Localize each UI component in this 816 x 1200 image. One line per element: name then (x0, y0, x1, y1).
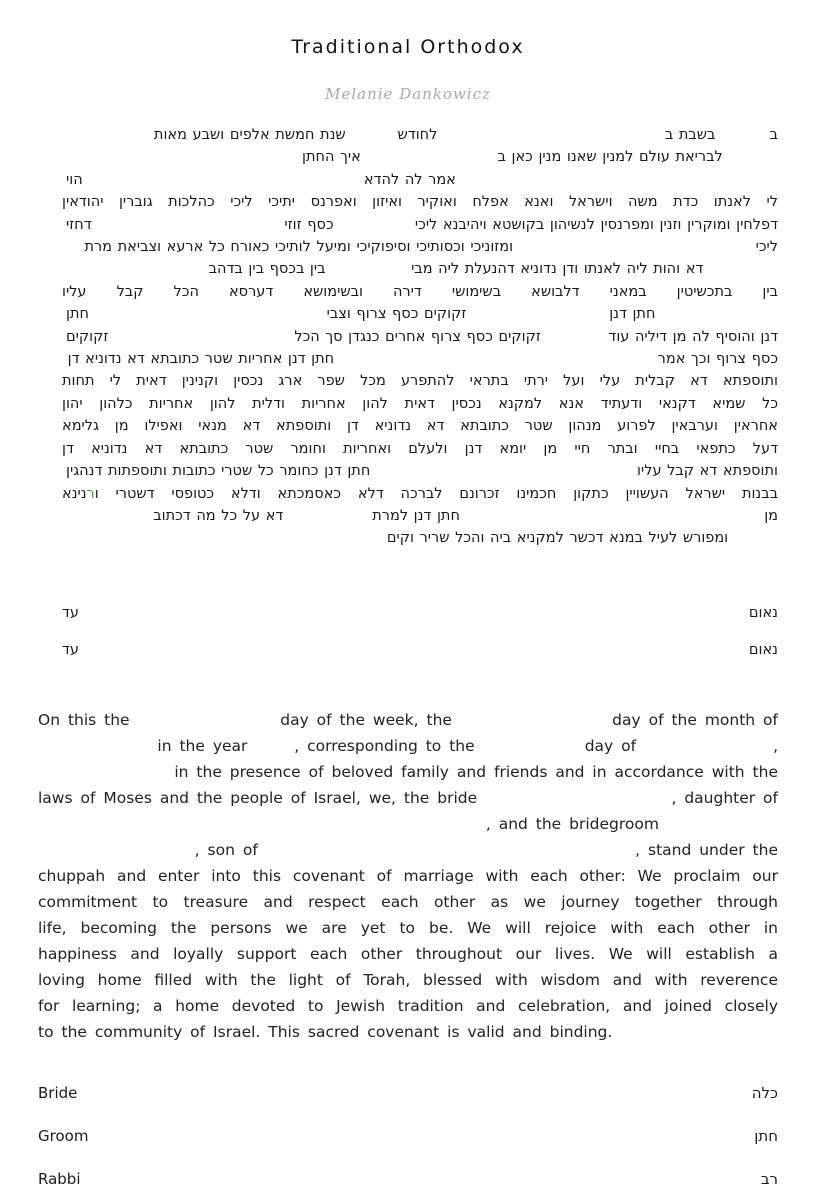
hebrew-ketubah-text (38, 124, 778, 550)
hebrew-text-line: דעל כתפאי בחיי ובתר חיי מן יומא דנן ולעלם ואחריות וחומר שטר כתובתא דא נדוניא דן (62, 440, 778, 457)
english-covenant-text (38, 707, 778, 1045)
hebrew-text-line (62, 326, 778, 348)
rabbi-label-english: Rabbi (38, 1169, 81, 1188)
text-segment: זקוקים כסף צרוף וצבי (326, 306, 467, 323)
text-segment: in the presence of beloved family and friends and in accordance with the (174, 762, 778, 781)
english-text-line (38, 785, 778, 811)
hebrew-text-line (62, 527, 778, 549)
bride-label-hebrew: כלה (751, 1083, 778, 1102)
text-segment: On this the (38, 710, 130, 729)
english-text-line (38, 811, 778, 837)
text-segment: ומזוניכי וכסותיכי וסיפוקיכי ומיעל לותיכי כאורח כל ארעא וצביאת מרת (84, 239, 514, 256)
text-segment: laws of Moses and the people of Israel, we, the bride (38, 788, 478, 807)
text-segment: to the community of Israel. This sacred covenant is valid and binding. (38, 1022, 613, 1041)
signature-row-groom (38, 1126, 778, 1146)
hebrew-text-line (62, 303, 778, 325)
text-segment: דא והות ליה לאנתו ודן נדוניא דהנעלת ליה מבי (411, 261, 704, 278)
english-text-line: loving home filled with the light of Torah, blessed with wisdom and with reverence (38, 970, 778, 989)
hebrew-text-line (62, 483, 778, 505)
hebrew-text-line: לי לאנתו כדת משה וישראל ואנא אפלח ואוקיר ואיזון ואפרנס יתיכי ליכי כהלכות גוברין יהודאין (62, 194, 778, 211)
hebrew-text-line (62, 258, 778, 280)
naum-label: נאום (748, 604, 778, 621)
text-segment: חתן דנן (609, 306, 656, 323)
english-text-line: chuppah and enter into this covenant of marriage with each other: We proclaim our (38, 866, 778, 885)
text-segment: דא על כל מה דכתוב (153, 507, 284, 524)
text-segment: בשבת ב (664, 127, 716, 143)
text-segment: ותוספתא דא קבל עליו (637, 463, 778, 480)
text-segment: מן (764, 507, 778, 524)
text-segment: day of the week, the (280, 710, 452, 729)
text-segment: , son of (194, 840, 258, 859)
text-segment: לבריאת עולם למנין שאנו מנין כאן ב (497, 149, 723, 166)
hebrew-text-line (62, 146, 778, 168)
text-segment: ב (769, 127, 778, 143)
text-segment: , and the bridegroom (485, 814, 659, 833)
text-segment: חתן (66, 306, 89, 323)
text-segment: , stand under the (635, 840, 778, 859)
signature-row-bride (38, 1083, 778, 1103)
groom-label-english: Groom (38, 1126, 89, 1145)
text-segment: כסף צרוף וכך אמר (657, 351, 778, 368)
text-segment: day of (584, 736, 637, 755)
hebrew-text-line (62, 505, 778, 527)
hebrew-text-line: כל שמיא דקנאי ודעתיד אנא למקנא נכסין דאית להון אחריות ודלית להון אחריות כלהון יהון (62, 395, 778, 412)
text-segment: דפלחין ומוקרין וזנין ומפרנסין לנשיהון בקושטא ויהיבנא ליכי (414, 216, 778, 233)
english-text-line (38, 733, 778, 759)
text-segment: חתן דנן כחומר כל שטרי כתובות ותוספתות דנהגין (66, 463, 371, 480)
hebrew-text-line: בין בתכשיטין במאני דלבושא בשימושי דירה ובשימושא דערסא הכל קבל עליו (62, 283, 778, 300)
english-text-line (38, 837, 778, 863)
text-segment: in the year (157, 736, 248, 755)
hebrew-text-line (62, 460, 778, 482)
witness-signature-line (62, 602, 778, 624)
groom-label-hebrew: חתן (754, 1126, 778, 1145)
hebrew-text-line (62, 348, 778, 370)
hebrew-text-line: אחראין וערבאין לפרוע מנהון שטר כתובתא דא נדוניא דן ותוספתא דא מנאי ואפילו מן גלימא (62, 418, 778, 435)
english-text-line: for learning; a home devoted to Jewish tradition and celebration, and joined closely (38, 996, 778, 1015)
witness-section (38, 602, 778, 661)
witness-signature-line (62, 639, 778, 661)
signature-section (38, 1083, 778, 1189)
text-segment: דנן והוסיף לה מן דיליה עוד (608, 328, 778, 345)
text-segment: אמר לה להדא (363, 171, 456, 188)
text-segment: זקוקים כסף צרוף אחרים כנגדן סך הכל (294, 328, 541, 345)
text-segment: , daughter of (671, 788, 778, 807)
english-text-line: life, becoming the persons we are yet to be. We will rejoice with each other in (38, 918, 778, 937)
english-text-line: happiness and loyally support each other throughout our lives. We will establish a (38, 944, 778, 963)
hebrew-text-line (62, 236, 778, 258)
text-segment: שנת חמשת אלפים ושבע מאות (153, 127, 346, 143)
text-segment: , (773, 736, 779, 755)
text-segment: ליכי (755, 239, 778, 256)
text-segment: כסף זוזי (284, 216, 334, 233)
hebrew-text-segment: בבנות ישראל העשויין כתקון חכמינו זכרונם לברכה דלא כאסמכתא ודלא כטופסי דשטרי ו (94, 485, 778, 502)
text-segment: בין בכסף בין בדהב (208, 261, 326, 278)
text-segment: day of the month of (612, 710, 778, 729)
hebrew-text-segment: נינא (62, 485, 87, 502)
hebrew-text-line: ותוספתא דא קבלית עלי ועל ירתי בתראי להתפרע מכל שפר ארג נכסין וקנינין דאית לי תחות (62, 373, 778, 390)
text-segment: , corresponding to the (294, 736, 475, 755)
green-letter: ר (86, 485, 95, 502)
hebrew-text-line (62, 124, 778, 146)
text-segment: איך החתן (302, 149, 361, 166)
naum-label: נאום (748, 641, 778, 658)
ed-label: עד (62, 604, 79, 621)
english-text-line (38, 707, 778, 733)
text-segment: דחזי (66, 216, 92, 233)
text-segment: חתן דנן למרת (372, 507, 460, 524)
signature-row-rabbi (38, 1169, 778, 1189)
hebrew-text-line (62, 169, 778, 191)
bride-label-english: Bride (38, 1083, 78, 1102)
text-segment: זקוקים (66, 328, 109, 345)
artist-name: Melanie Dankowicz (325, 85, 491, 103)
english-text-line (38, 759, 778, 785)
document-title: Traditional Orthodox (291, 36, 525, 58)
english-text-line (38, 1019, 778, 1045)
hebrew-text-line (62, 214, 778, 236)
text-segment: חתן דנן אחריות שטר כתובתא דא נדוניא דן (67, 351, 335, 368)
text-segment: הוי (66, 171, 83, 188)
text-segment: לחודש (397, 127, 438, 143)
text-segment: ומפורש לעיל במנא דכשר למקניא ביה והכל שריר וקים (386, 530, 729, 547)
rabbi-label-hebrew: רב (760, 1169, 778, 1188)
ed-label: עד (62, 641, 79, 658)
english-text-line: commitment to treasure and respect each other as we journey together through (38, 892, 778, 911)
